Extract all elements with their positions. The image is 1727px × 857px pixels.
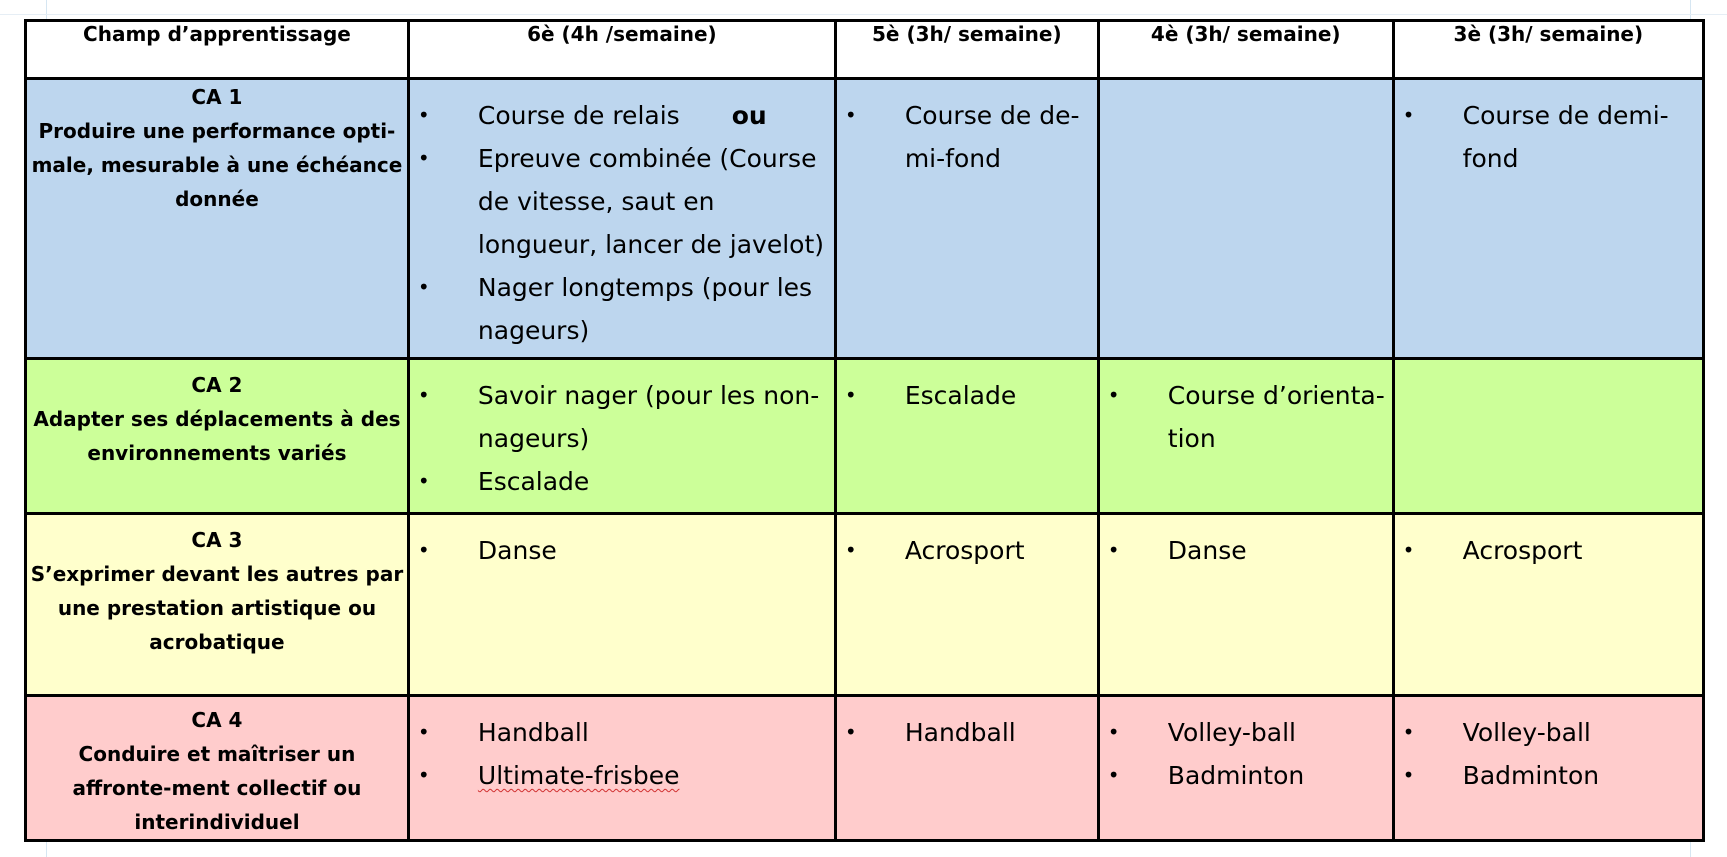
list-item: • Savoir nager (pour les non-nageurs) bbox=[410, 374, 828, 460]
ca1-course-relais: Course de relais bbox=[477, 101, 680, 130]
list-item: • Danse bbox=[410, 529, 828, 572]
ca3-4e-cell bbox=[1098, 514, 1393, 696]
ca2-5e-cell bbox=[835, 359, 1098, 514]
list-item: • Escalade bbox=[837, 374, 1091, 417]
ca4-3e-cell bbox=[1393, 696, 1703, 841]
ca1-5e-cell bbox=[835, 79, 1098, 359]
list-item: • Course de de-mi-fond bbox=[837, 94, 1091, 180]
table-row-ca1 bbox=[26, 79, 1704, 359]
learning-fields-table bbox=[24, 19, 1705, 842]
ca4-3e-list bbox=[1395, 697, 1702, 797]
ca4-ultimate-text: Ultimate-frisbee bbox=[477, 761, 680, 790]
ca4-6e-list bbox=[410, 697, 834, 797]
list-item: • Course d’orienta-tion bbox=[1100, 374, 1386, 460]
ca4-code: CA 4 bbox=[191, 708, 243, 732]
list-item: • Acrosport bbox=[837, 529, 1091, 572]
ca4-4e-cell bbox=[1098, 696, 1393, 841]
column-header-6e: 6è (4h /semaine) bbox=[408, 21, 835, 79]
column-header-champ: Champ d’apprentissage bbox=[26, 21, 409, 79]
list-item: • Volley-ball bbox=[1395, 711, 1696, 754]
list-item: • Epreuve combinée (Course de vitesse, saut en longueur, lancer de javelot) bbox=[410, 137, 828, 266]
list-item: • Escalade bbox=[410, 460, 828, 503]
table-header-row bbox=[26, 21, 1704, 79]
list-item: • Acrosport bbox=[1395, 529, 1696, 572]
list-item: • Handball bbox=[410, 711, 828, 754]
ca2-6e-list bbox=[410, 360, 834, 503]
ca4-description: Conduire et maîtriser un affronte-ment collectif ou interindividuel bbox=[72, 742, 362, 834]
ca2-6e-cell bbox=[408, 359, 835, 514]
ca1-6e-cell bbox=[408, 79, 835, 359]
list-item: • Danse bbox=[1100, 529, 1386, 572]
list-item: • Volley-ball bbox=[1100, 711, 1386, 754]
ca1-5e-list bbox=[837, 80, 1097, 180]
table-row-ca3 bbox=[26, 514, 1704, 696]
ca1-4e-cell bbox=[1098, 79, 1393, 359]
ca4-5e-cell bbox=[835, 696, 1098, 841]
ca2-4e-list bbox=[1100, 360, 1392, 460]
list-item: • Badminton bbox=[1100, 754, 1386, 797]
ca2-description: Adapter ses déplacements à des environnements variés bbox=[33, 407, 401, 465]
list-item: • Course de demi-fond bbox=[1395, 94, 1696, 180]
ca1-ou: ou bbox=[731, 101, 767, 130]
ca2-label-cell bbox=[26, 359, 409, 514]
ca3-code: CA 3 bbox=[191, 528, 243, 552]
page-guide-top bbox=[0, 14, 1727, 15]
ca4-5e-list bbox=[837, 697, 1097, 754]
list-item: • Nager longtemps (pour les nageurs) bbox=[410, 266, 828, 352]
column-header-3e: 3è (3h/ semaine) bbox=[1393, 21, 1703, 79]
ca1-description: Produire une performance opti-male, mesurable à une échéance donnée bbox=[31, 119, 403, 211]
ca2-3e-cell bbox=[1393, 359, 1703, 514]
table-row-ca2 bbox=[26, 359, 1704, 514]
ca4-label-cell bbox=[26, 696, 409, 841]
column-header-4e: 4è (3h/ semaine) bbox=[1098, 21, 1393, 79]
column-header-5e: 5è (3h/ semaine) bbox=[835, 21, 1098, 79]
ca1-6e-list bbox=[410, 80, 834, 352]
ca3-label-cell bbox=[26, 514, 409, 696]
ca3-6e-list bbox=[410, 515, 834, 572]
ca3-description: S’exprimer devant les autres par une prestation artistique ou acrobatique bbox=[30, 562, 404, 654]
ca3-3e-list bbox=[1395, 515, 1702, 572]
list-item: • Handball bbox=[837, 711, 1091, 754]
ca1-3e-list bbox=[1395, 80, 1702, 180]
ca4-4e-list bbox=[1100, 697, 1392, 797]
ca2-4e-cell bbox=[1098, 359, 1393, 514]
ca3-4e-list bbox=[1100, 515, 1392, 572]
ca4-6e-cell bbox=[408, 696, 835, 841]
table-row-ca4 bbox=[26, 696, 1704, 841]
ca1-3e-cell bbox=[1393, 79, 1703, 359]
list-item: • Badminton bbox=[1395, 754, 1696, 797]
ca1-label-cell bbox=[26, 79, 409, 359]
ca1-code: CA 1 bbox=[191, 85, 243, 109]
ca2-code: CA 2 bbox=[191, 373, 243, 397]
ca3-6e-cell bbox=[408, 514, 835, 696]
ca3-5e-list bbox=[837, 515, 1097, 572]
ca2-5e-list bbox=[837, 360, 1097, 417]
ca3-5e-cell bbox=[835, 514, 1098, 696]
ca3-3e-cell bbox=[1393, 514, 1703, 696]
list-item bbox=[410, 754, 828, 797]
list-item bbox=[410, 94, 828, 137]
